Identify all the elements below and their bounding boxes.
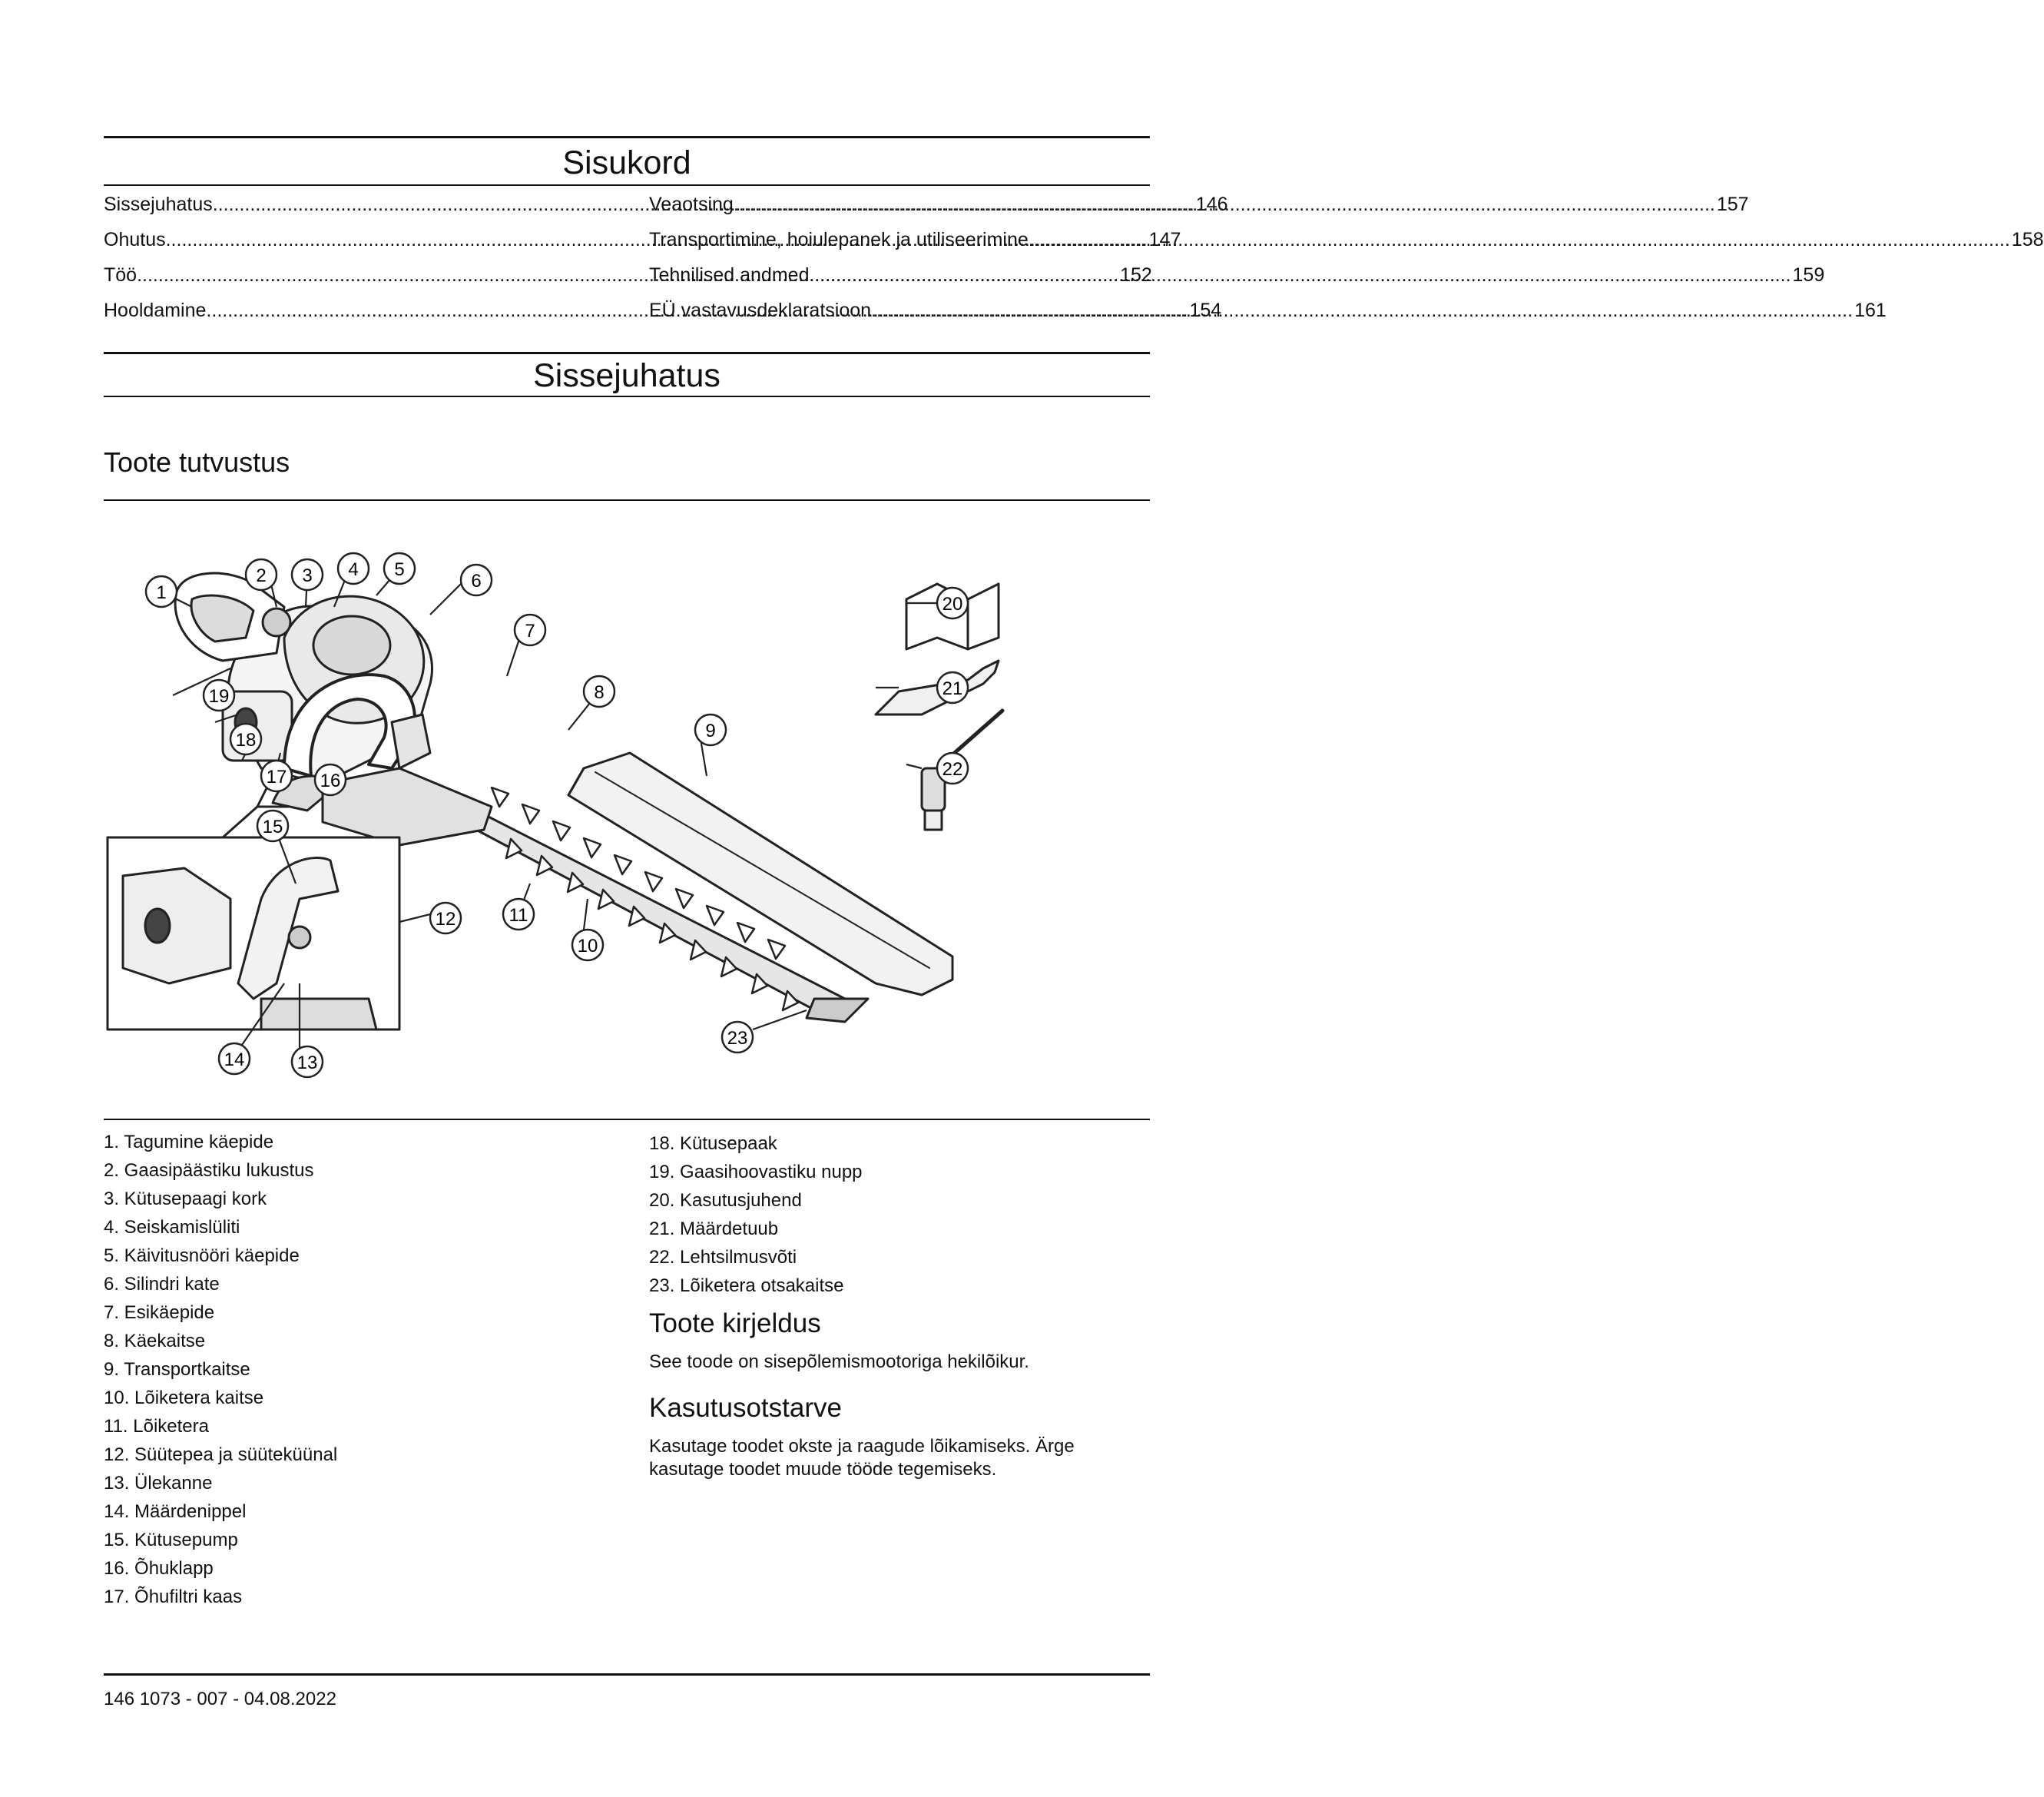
- parts-list-item: 8. Käekaitse: [104, 1331, 206, 1351]
- subsection-rule: [104, 499, 1150, 501]
- intro-title-rule: [104, 396, 1150, 397]
- parts-list-item: 20. Kasutusjuhend: [649, 1190, 802, 1211]
- parts-list-item: 22. Lehtsilmusvõti: [649, 1247, 797, 1268]
- description-text: See toode on sisepõlemismootoriga hekilõikur.: [649, 1351, 1029, 1372]
- svg-text:18: 18: [235, 730, 257, 751]
- parts-list-item: 6. Silindri kate: [104, 1274, 220, 1295]
- svg-text:12: 12: [435, 909, 456, 930]
- svg-text:10: 10: [577, 936, 598, 957]
- callout-marker: [384, 553, 415, 584]
- callout-marker: [338, 553, 369, 584]
- hedge-trimmer-illustration: [156, 538, 1106, 1091]
- parts-list-item: 11. Lõiketera: [104, 1416, 209, 1437]
- parts-list-item: 12. Süütepea ja süüteküünal: [104, 1444, 338, 1465]
- svg-text:3: 3: [302, 565, 313, 586]
- parts-list-item: 16. Õhuklapp: [104, 1558, 214, 1579]
- svg-text:22: 22: [942, 759, 963, 780]
- toc-entry[interactable]: Veaotsing ..... 157: [649, 194, 1150, 229]
- parts-list-item: 4. Seiskamislüliti: [104, 1217, 240, 1238]
- intro-top-rule: [104, 352, 1150, 354]
- toc-entry[interactable]: Tehnilised andmed ..... 159: [649, 264, 1150, 300]
- parts-list-item: 21. Määrdetuub: [649, 1218, 779, 1239]
- description-heading: Toote kirjeldus: [649, 1308, 821, 1338]
- svg-text:7: 7: [525, 621, 535, 642]
- parts-list-item: 14. Määrdenippel: [104, 1501, 247, 1522]
- svg-text:13: 13: [296, 1053, 318, 1073]
- parts-list-item: 5. Käivitusnööri käepide: [104, 1245, 300, 1266]
- callout-marker: [292, 1046, 323, 1077]
- svg-text:5: 5: [394, 559, 405, 580]
- svg-text:21: 21: [942, 678, 963, 699]
- svg-text:1: 1: [156, 582, 167, 603]
- callout-marker: [695, 714, 726, 745]
- svg-text:6: 6: [471, 571, 482, 592]
- callout-marker: [146, 576, 177, 607]
- callout-marker: [572, 930, 603, 960]
- svg-text:17: 17: [266, 767, 287, 787]
- parts-list-item: 19. Gaasihoovastiku nupp: [649, 1162, 863, 1182]
- toc-entry[interactable]: Ohutus ..... 147: [104, 229, 609, 264]
- parts-list-item: 9. Transportkaitse: [104, 1359, 250, 1380]
- parts-list-item: 23. Lõiketera otsakaitse: [649, 1275, 844, 1296]
- callout-marker: [261, 761, 292, 791]
- toc-entry[interactable]: Transportimine, hoiulepanek ja utiliseerimine ..... 158: [649, 229, 1150, 264]
- callout-marker: [584, 676, 615, 707]
- usage-text-line: Kasutage toodet okste ja raagude lõikamiseks. Ärge: [649, 1436, 1075, 1457]
- svg-text:23: 23: [727, 1028, 748, 1049]
- toc-title-rule: [104, 184, 1150, 186]
- hedge-trimmer-figure: [156, 538, 1106, 1091]
- svg-text:11: 11: [509, 905, 528, 926]
- svg-text:9: 9: [705, 721, 716, 741]
- callout-marker: [937, 753, 968, 784]
- svg-text:20: 20: [942, 594, 963, 615]
- parts-list-item: 2. Gaasipäästiku lukustus: [104, 1160, 314, 1181]
- toc-title: Sisukord: [562, 144, 691, 181]
- callout-marker: [515, 615, 545, 645]
- parts-list-item: 13. Ülekanne: [104, 1473, 213, 1494]
- callout-marker: [937, 588, 968, 618]
- footer-doc-id: 146 1073 - 007 - 04.08.2022: [104, 1689, 336, 1709]
- svg-text:4: 4: [348, 559, 359, 580]
- parts-list-item: 7. Esikäepide: [104, 1302, 215, 1323]
- parts-list-item: 17. Õhufiltri kaas: [104, 1586, 243, 1607]
- callout-marker: [937, 672, 968, 703]
- footer-rule: [104, 1673, 1150, 1676]
- toc-entry[interactable]: Sissejuhatus ..... 146: [104, 194, 609, 229]
- callout-marker: [246, 559, 277, 590]
- callout-marker: [430, 903, 461, 933]
- right-column: [649, 1129, 1150, 1481]
- callout-marker: [204, 680, 234, 711]
- callout-marker: [315, 764, 346, 795]
- svg-text:15: 15: [262, 817, 283, 837]
- parts-list-item: 18. Kütusepaak: [649, 1133, 777, 1154]
- parts-list-left: [104, 1128, 337, 1611]
- parts-list-item: 15. Kütusepump: [104, 1530, 238, 1550]
- usage-text-line: kasutage toodet muude tööde tegemiseks.: [649, 1459, 997, 1480]
- callout-marker: [257, 811, 288, 841]
- callout-marker: [219, 1043, 250, 1074]
- svg-text:16: 16: [320, 771, 341, 791]
- parts-list-item: 10. Lõiketera kaitse: [104, 1388, 264, 1408]
- svg-text:8: 8: [594, 682, 605, 703]
- usage-heading: Kasutusotstarve: [649, 1393, 842, 1423]
- toc-entry[interactable]: Hooldamine ..... 154: [104, 300, 609, 335]
- toc-entry[interactable]: EÜ vastavusdeklaratsioon ..... 161: [649, 300, 1150, 335]
- callout-marker: [461, 565, 492, 595]
- svg-text:19: 19: [208, 686, 230, 707]
- parts-list-item: 1. Tagumine käepide: [104, 1132, 274, 1152]
- callout-marker: [230, 724, 261, 754]
- figure-bottom-rule: [104, 1119, 1150, 1120]
- parts-list-right: [649, 1129, 1150, 1300]
- toc-entry[interactable]: Töö ..... 152: [104, 264, 609, 300]
- svg-text:14: 14: [224, 1049, 245, 1070]
- subsection-title: Toote tutvustus: [104, 446, 290, 478]
- callout-marker: [503, 899, 534, 930]
- svg-text:2: 2: [256, 565, 267, 586]
- parts-list-item: 3. Kütusepaagi kork: [104, 1189, 267, 1209]
- callout-marker: [292, 559, 323, 590]
- callout-marker: [722, 1022, 753, 1053]
- toc-top-rule: [104, 136, 1150, 138]
- section-title: Sissejuhatus: [533, 357, 721, 394]
